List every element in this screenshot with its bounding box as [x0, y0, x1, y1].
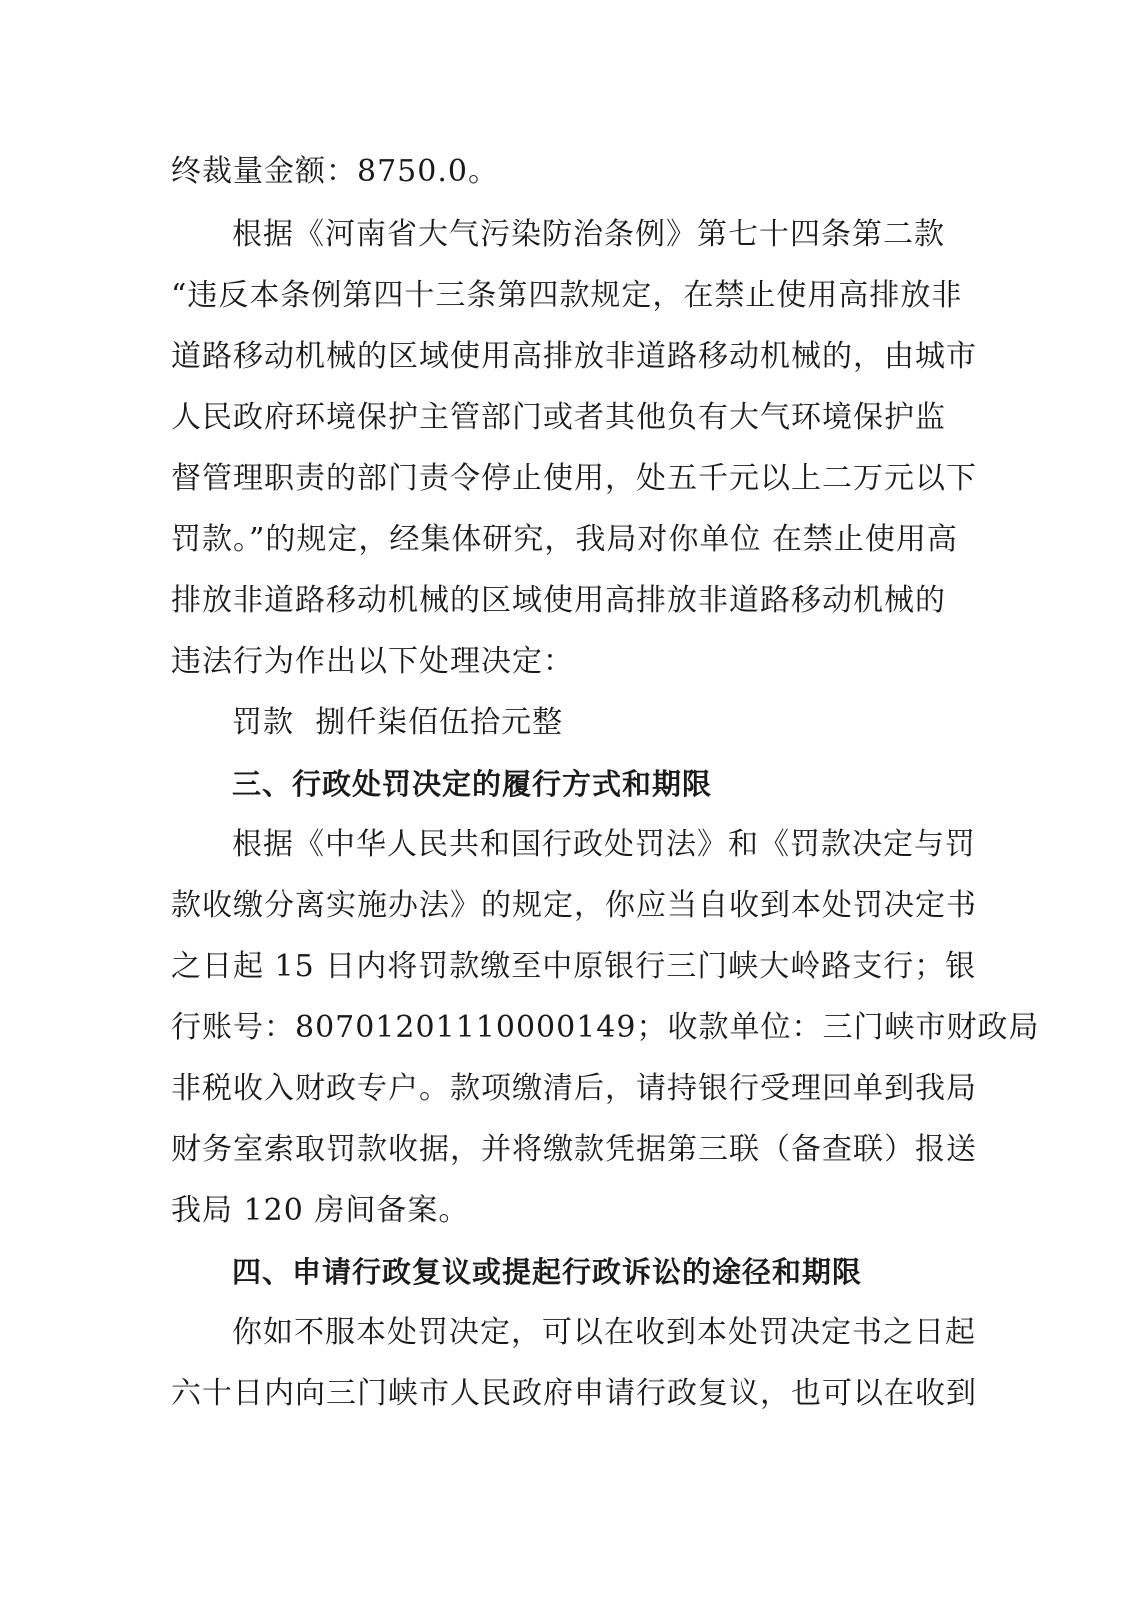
- text-line: 六十日内向三门峡市人民政府申请行政复议，也可以在收到: [171, 1376, 977, 1411]
- text-line: 之日起 15 日内将罚款缴至中原银行三门峡大岭路支行；银: [171, 949, 977, 984]
- section-heading: 三、行政处罚决定的履行方式和期限: [232, 767, 713, 801]
- text-line: 督管理职责的部门责令停止使用，处五千元以上二万元以下: [171, 461, 977, 496]
- text-line: 罚款。”的规定，经集体研究，我局对你单位 在禁止使用高: [171, 522, 958, 557]
- text-line: “违反本条例第四十三条第四款规定，在禁止使用高排放非: [171, 278, 963, 313]
- section-heading: 四、申请行政复议或提起行政诉讼的途径和期限: [232, 1255, 863, 1289]
- text-line: 我局 120 房间备案。: [171, 1193, 470, 1228]
- text-line: 排放非道路移动机械的区域使用高排放非道路移动机械的: [171, 583, 946, 618]
- fine-amount-line: 罚款 捌仟柒佰伍拾元整: [232, 705, 564, 740]
- text-line: 终裁量金额：8750.0。: [171, 154, 499, 189]
- text-line: 你如不服本处罚决定，可以在收到本处罚决定书之日起: [232, 1315, 976, 1350]
- text-line: 违法行为作出以下处理决定：: [171, 644, 574, 679]
- text-line: 根据《河南省大气污染防治条例》第七十四条第二款: [232, 217, 945, 252]
- text-line: 非税收入财政专户。款项缴清后，请持银行受理回单到我局: [171, 1071, 977, 1106]
- text-line: 人民政府环境保护主管部门或者其他负有大气环境保护监: [171, 400, 946, 435]
- text-line: 根据《中华人民共和国行政处罚法》和《罚款决定与罚: [232, 827, 976, 862]
- text-line: 款收缴分离实施办法》的规定，你应当自收到本处罚决定书: [171, 888, 977, 923]
- text-line: 财务室索取罚款收据，并将缴款凭据第三联（备查联）报送: [171, 1132, 977, 1167]
- text-line: 行账号：80701201110000149；收款单位：三门峡市财政局: [171, 1010, 1040, 1045]
- text-line: 道路移动机械的区域使用高排放非道路移动机械的，由城市: [171, 339, 977, 374]
